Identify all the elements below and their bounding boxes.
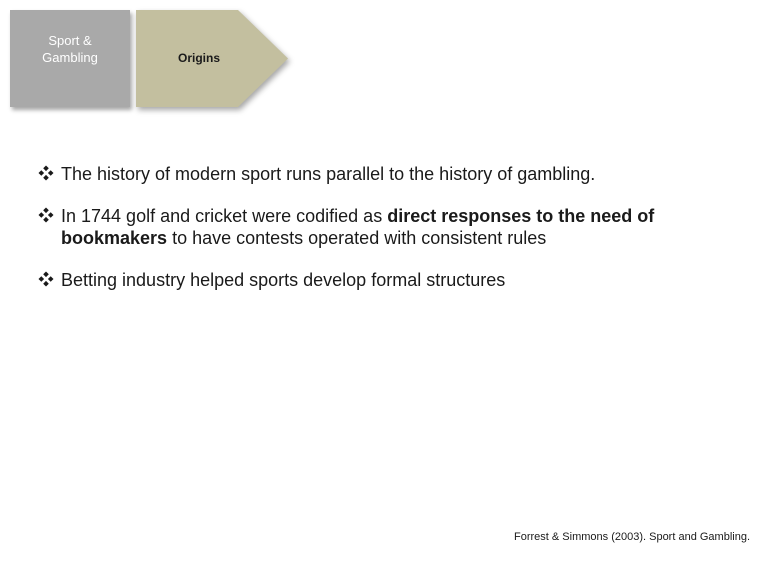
section-tab [10, 10, 130, 107]
bullet-text: Betting industry helped sports develop formal structures [61, 270, 506, 290]
section-tab-label: Sport & Gambling [42, 32, 98, 65]
four-diamond-bullet-icon [38, 165, 54, 181]
topic-chevron [136, 10, 288, 107]
bullet-text: In 1744 golf and cricket were codified as [61, 206, 388, 226]
citation: Forrest & Simmons (2003). Sport and Gambling. [514, 531, 750, 543]
bullet-item [38, 205, 738, 249]
bullet-text-bold: direct responses to the need of bookmakers [61, 206, 655, 248]
bullet-item [38, 163, 738, 185]
bullet-item [38, 269, 738, 291]
four-diamond-bullet-icon [38, 207, 54, 223]
bullet-text: The history of modern sport runs parallel to the history of gambling. [61, 164, 596, 184]
four-diamond-bullet-icon [38, 271, 54, 287]
topic-chevron-label: Origins [178, 51, 221, 65]
bullet-text-end: to have contests operated with consistent rules [167, 228, 547, 248]
bullet-list [38, 163, 738, 311]
